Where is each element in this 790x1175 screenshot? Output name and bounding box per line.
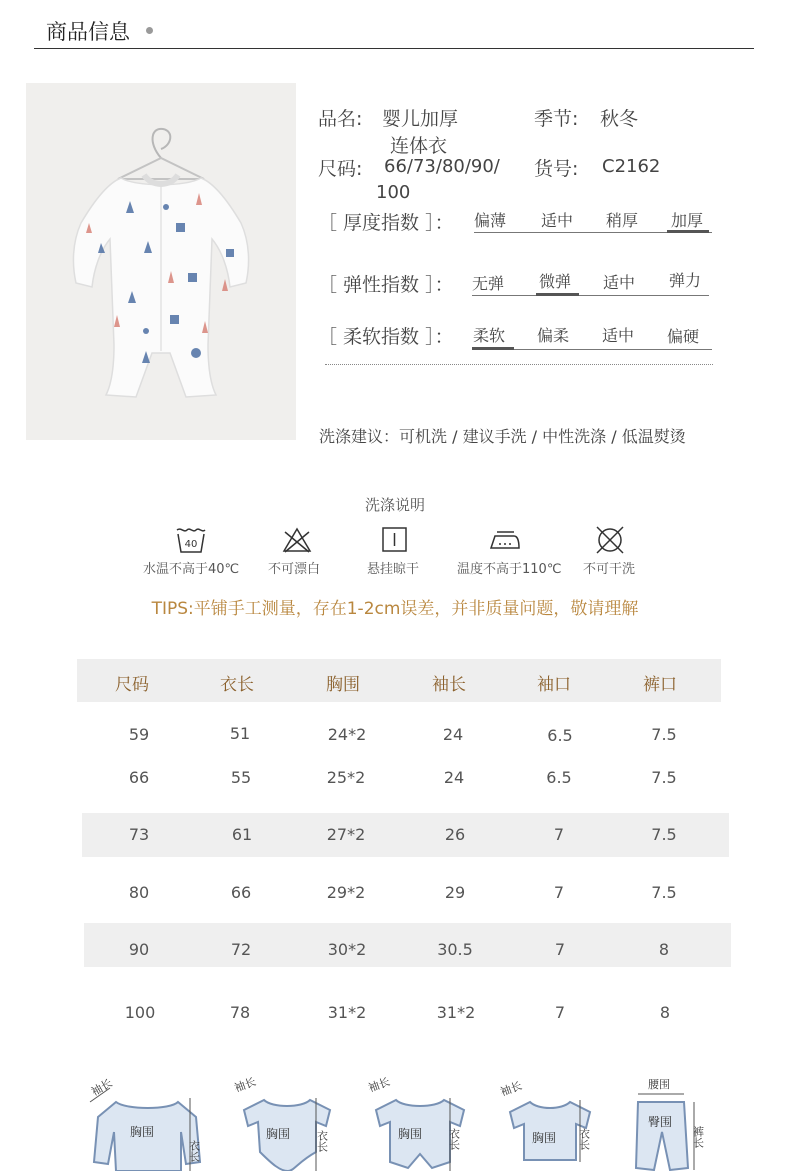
column-header: 袖长 (432, 675, 466, 695)
wash-label: 不可漂白 (268, 562, 321, 577)
column-header: 衣长 (220, 675, 254, 695)
table-cell: 51 (229, 724, 251, 743)
table-cell: 27*2 (326, 825, 366, 844)
table-cell: 30*2 (327, 940, 367, 959)
diagram-label: 袖长 (232, 1075, 258, 1095)
pants-diagram (626, 1072, 756, 1171)
table-cell: 78 (229, 1003, 251, 1022)
name-value-line1: 婴儿加厚 (382, 108, 459, 130)
softness-option: 偏柔 (537, 326, 570, 345)
column-header: 胸围 (326, 675, 360, 695)
table-cell: 24 (442, 725, 464, 744)
section-title: 商品信息 (46, 20, 130, 44)
wash-label: 不可干洗 (583, 562, 636, 577)
table-cell: 66 (128, 768, 150, 787)
wash-label: 悬挂晾干 (367, 562, 420, 577)
hang-dry-icon (380, 526, 410, 554)
size-label: 尺码: (318, 158, 363, 180)
elasticity-index-label: ［ 弹性指数 ］： (318, 274, 454, 296)
table-cell: 72 (230, 940, 252, 959)
table-cell: 55 (230, 768, 252, 787)
column-header: 裤口 (643, 675, 677, 695)
table-cell: 100 (124, 1003, 156, 1022)
thickness-option: 适中 (541, 211, 574, 230)
table-cell: 8 (659, 1003, 671, 1022)
measurement-tips: TIPS:平铺手工测量，存在1-2cm误差，并非质量问题，敬请理解 (151, 599, 639, 619)
elasticity-option: 适中 (603, 273, 636, 292)
softness-option-selected: 柔软 (473, 326, 506, 345)
table-cell: 7 (553, 883, 565, 902)
elasticity-scale-line (472, 295, 709, 296)
diagram-label: 臀围 (648, 1115, 673, 1129)
wash-temp-number: 40 (184, 539, 198, 550)
romper-short-sleeve-diagram (366, 1072, 496, 1171)
table-cell: 6.5 (546, 768, 572, 787)
wash-advice: 洗涤建议：可机洗 / 建议手洗 / 中性洗涤 / 低温熨烫 (319, 427, 686, 446)
romper-long-sleeve-diagram (86, 1072, 216, 1171)
size-value-line2: 100 (376, 182, 411, 203)
diagram-label: 袖长 (366, 1075, 392, 1095)
softness-option: 偏硬 (667, 327, 700, 346)
diagram-label: 胸围 (532, 1131, 557, 1145)
column-header: 袖口 (537, 675, 571, 695)
dotted-divider (325, 364, 713, 365)
table-cell: 7.5 (651, 725, 677, 744)
bodysuit-short-sleeve-diagram (232, 1072, 362, 1171)
table-row-stripe (82, 813, 729, 857)
diagram-label: 胸围 (398, 1127, 423, 1141)
diagram-label: 胸围 (266, 1127, 291, 1141)
wash-40-icon (176, 526, 206, 554)
table-cell: 25*2 (326, 768, 366, 787)
romper-illustration (26, 83, 296, 440)
diagram-label: 袖长 (89, 1076, 115, 1099)
diagram-label: 衣长 (447, 1128, 461, 1150)
sku-label: 货号: (534, 158, 579, 180)
diagram-label: 衣长 (577, 1128, 591, 1150)
diagram-label: 衣长 (315, 1130, 329, 1152)
product-photo (26, 83, 296, 440)
table-cell: 31*2 (436, 1003, 476, 1022)
name-label: 品名: (318, 108, 363, 130)
table-cell: 80 (128, 883, 150, 902)
iron-icon (488, 526, 518, 554)
table-cell: 24 (443, 768, 465, 787)
elasticity-selected-marker (536, 293, 579, 296)
no-bleach-icon (282, 526, 312, 554)
table-cell: 7.5 (651, 825, 677, 844)
column-header: 尺码 (115, 675, 149, 695)
size-table-header (77, 659, 721, 702)
table-cell: 90 (128, 940, 150, 959)
table-cell: 7 (554, 1003, 566, 1022)
name-value-line2: 连体衣 (390, 135, 448, 157)
softness-selected-marker (472, 347, 514, 350)
softness-index-label: ［ 柔软指数 ］： (318, 326, 454, 348)
elasticity-option: 无弹 (472, 274, 505, 293)
diagram-label: 胸围 (130, 1125, 155, 1139)
table-cell: 31*2 (327, 1003, 367, 1022)
table-row-stripe (84, 923, 731, 967)
table-cell: 30.5 (437, 940, 473, 959)
thickness-selected-marker (667, 230, 709, 233)
thickness-option: 偏薄 (474, 211, 507, 230)
table-cell: 7.5 (651, 768, 677, 787)
season-label: 季节: (534, 108, 579, 130)
table-cell: 29*2 (326, 883, 366, 902)
title-dot (146, 27, 153, 34)
table-cell: 6.5 (547, 726, 573, 745)
table-cell: 59 (128, 725, 150, 744)
table-cell: 73 (128, 825, 150, 844)
elasticity-option-selected: 微弹 (539, 272, 572, 291)
table-cell: 7 (554, 940, 566, 959)
size-value-line1: 66/73/80/90/ (384, 156, 500, 177)
table-cell: 26 (444, 825, 466, 844)
diagram-label: 腰围 (648, 1078, 670, 1091)
table-cell: 8 (658, 940, 670, 959)
thickness-option-selected: 加厚 (671, 211, 704, 230)
softness-option: 适中 (602, 326, 635, 345)
table-cell: 7 (553, 825, 565, 844)
table-cell: 7.5 (651, 883, 677, 902)
no-dry-clean-icon (595, 526, 625, 554)
table-cell: 24*2 (327, 725, 367, 744)
wash-label: 水温不高于40℃ (143, 562, 240, 577)
thickness-option: 稍厚 (606, 211, 639, 230)
elasticity-option: 弹力 (669, 271, 702, 290)
sku-value: C2162 (602, 156, 661, 177)
table-cell: 66 (230, 883, 252, 902)
wash-instructions-title: 洗涤说明 (364, 496, 425, 514)
season-value: 秋冬 (600, 108, 639, 130)
header-divider (34, 48, 754, 49)
wash-label: 温度不高于110℃ (457, 562, 562, 577)
diagram-label: 裤长 (691, 1126, 705, 1148)
table-cell: 61 (231, 825, 253, 844)
diagram-label: 衣长 (187, 1140, 201, 1162)
diagram-label: 袖长 (498, 1079, 524, 1099)
table-cell: 29 (444, 883, 466, 902)
thickness-index-label: ［ 厚度指数 ］： (318, 212, 454, 234)
top-short-sleeve-diagram (496, 1072, 626, 1171)
